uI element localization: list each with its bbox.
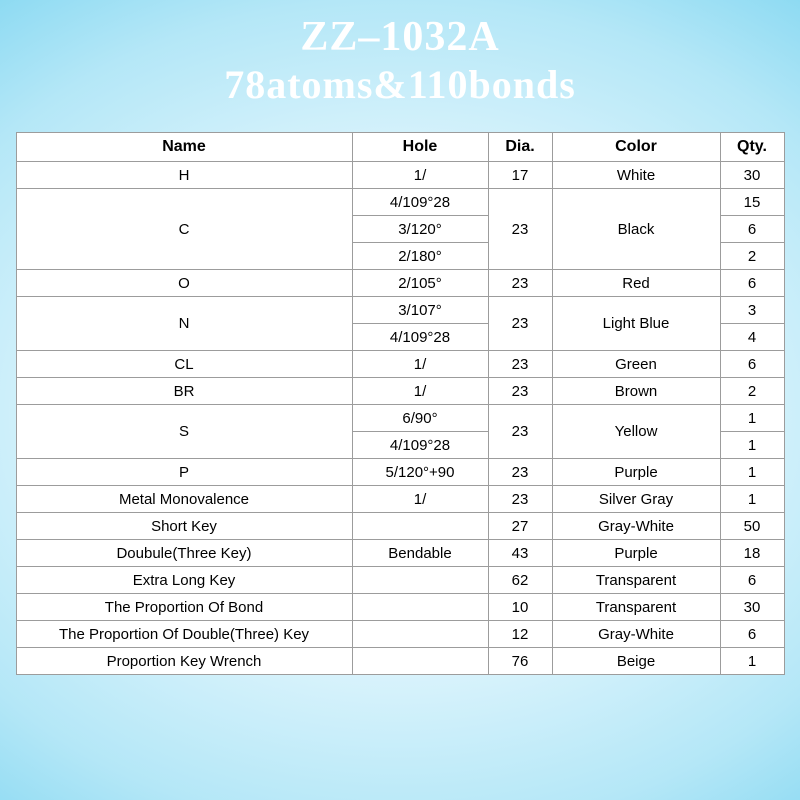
cell-qty: 6 — [720, 270, 784, 297]
cell-dia: 17 — [488, 162, 552, 189]
cell-hole: 1/ — [352, 378, 488, 405]
cell-qty: 1 — [720, 432, 784, 459]
header-dia: Dia. — [488, 133, 552, 162]
cell-qty: 30 — [720, 162, 784, 189]
cell-hole: 2/105° — [352, 270, 488, 297]
table-row — [16, 648, 784, 675]
cell-dia: 23 — [488, 297, 552, 351]
table-row — [16, 513, 784, 540]
table-row — [16, 162, 784, 189]
cell-color: Yellow — [552, 405, 720, 459]
cell-hole — [352, 621, 488, 648]
cell-hole: 5/120°+90 — [352, 459, 488, 486]
cell-dia: 27 — [488, 513, 552, 540]
atoms-bonds-count: 78atoms&110bonds — [224, 62, 576, 107]
cell-qty: 2 — [720, 378, 784, 405]
cell-qty: 6 — [720, 567, 784, 594]
cell-dia: 43 — [488, 540, 552, 567]
cell-hole — [352, 513, 488, 540]
cell-dia: 12 — [488, 621, 552, 648]
cell-dia: 62 — [488, 567, 552, 594]
cell-qty: 30 — [720, 594, 784, 621]
cell-qty: 1 — [720, 486, 784, 513]
cell-hole: 4/109°28 — [352, 432, 488, 459]
cell-color: Purple — [552, 459, 720, 486]
table-row — [16, 540, 784, 567]
cell-color: Gray-White — [552, 621, 720, 648]
cell-name: S — [16, 405, 352, 459]
cell-color: Brown — [552, 378, 720, 405]
cell-dia: 23 — [488, 459, 552, 486]
table-row — [16, 459, 784, 486]
cell-dia: 23 — [488, 351, 552, 378]
cell-color: Purple — [552, 540, 720, 567]
cell-color: Red — [552, 270, 720, 297]
cell-color: Silver Gray — [552, 486, 720, 513]
table-row — [16, 351, 784, 378]
cell-name: Metal Monovalence — [16, 486, 352, 513]
cell-hole: 1/ — [352, 162, 488, 189]
cell-qty: 50 — [720, 513, 784, 540]
spec-table — [16, 132, 785, 675]
cell-name: CL — [16, 351, 352, 378]
cell-qty: 6 — [720, 621, 784, 648]
header-name: Name — [16, 133, 352, 162]
cell-dia: 23 — [488, 405, 552, 459]
table-row — [16, 297, 784, 324]
cell-dia: 23 — [488, 378, 552, 405]
cell-qty: 15 — [720, 189, 784, 216]
header-hole: Hole — [352, 133, 488, 162]
cell-name: P — [16, 459, 352, 486]
cell-name: Short Key — [16, 513, 352, 540]
header-qty: Qty. — [720, 133, 784, 162]
cell-dia: 23 — [488, 189, 552, 270]
cell-name: O — [16, 270, 352, 297]
cell-qty: 1 — [720, 459, 784, 486]
cell-hole: 2/180° — [352, 243, 488, 270]
table-row — [16, 621, 784, 648]
cell-color: White — [552, 162, 720, 189]
cell-hole: 4/109°28 — [352, 324, 488, 351]
cell-name: C — [16, 189, 352, 270]
cell-hole: 1/ — [352, 486, 488, 513]
cell-dia: 76 — [488, 648, 552, 675]
cell-dia: 23 — [488, 486, 552, 513]
table-row — [16, 405, 784, 432]
cell-qty: 1 — [720, 405, 784, 432]
cell-hole — [352, 567, 488, 594]
header-row — [16, 133, 784, 162]
table-row — [16, 594, 784, 621]
cell-hole: 1/ — [352, 351, 488, 378]
cell-dia: 23 — [488, 270, 552, 297]
cell-color: Black — [552, 189, 720, 270]
table-row — [16, 270, 784, 297]
cell-color: Gray-White — [552, 513, 720, 540]
cell-hole: 4/109°28 — [352, 189, 488, 216]
cell-name: BR — [16, 378, 352, 405]
cell-name: Extra Long Key — [16, 567, 352, 594]
table-row — [16, 567, 784, 594]
product-title — [0, 0, 800, 108]
cell-name: Proportion Key Wrench — [16, 648, 352, 675]
cell-hole: 3/107° — [352, 297, 488, 324]
header-color: Color — [552, 133, 720, 162]
model-number: ZZ–1032A — [300, 14, 500, 60]
cell-dia: 10 — [488, 594, 552, 621]
cell-hole: Bendable — [352, 540, 488, 567]
cell-hole: 6/90° — [352, 405, 488, 432]
cell-qty: 18 — [720, 540, 784, 567]
cell-hole — [352, 648, 488, 675]
cell-color: Light Blue — [552, 297, 720, 351]
cell-color: Beige — [552, 648, 720, 675]
table-row — [16, 486, 784, 513]
cell-qty: 2 — [720, 243, 784, 270]
cell-name: Doubule(Three Key) — [16, 540, 352, 567]
cell-hole: 3/120° — [352, 216, 488, 243]
cell-qty: 3 — [720, 297, 784, 324]
cell-qty: 6 — [720, 351, 784, 378]
cell-color: Green — [552, 351, 720, 378]
cell-qty: 6 — [720, 216, 784, 243]
cell-color: Transparent — [552, 594, 720, 621]
cell-name: N — [16, 297, 352, 351]
cell-color: Transparent — [552, 567, 720, 594]
cell-name: H — [16, 162, 352, 189]
cell-name: The Proportion Of Bond — [16, 594, 352, 621]
table-row — [16, 189, 784, 216]
cell-qty: 4 — [720, 324, 784, 351]
cell-hole — [352, 594, 488, 621]
cell-qty: 1 — [720, 648, 784, 675]
cell-name: The Proportion Of Double(Three) Key — [16, 621, 352, 648]
table-row — [16, 378, 784, 405]
